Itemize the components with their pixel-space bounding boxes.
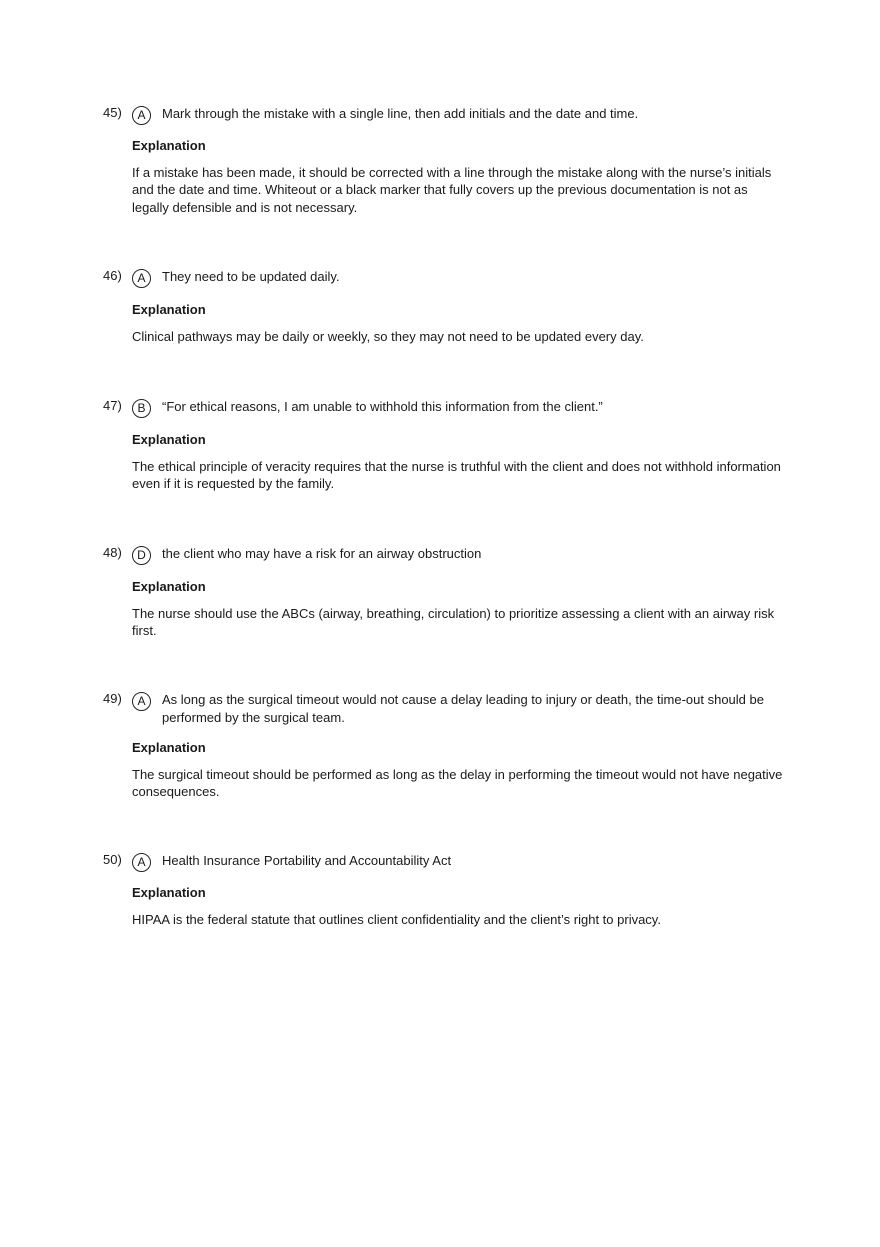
question-row	[103, 852, 783, 874]
question-row	[103, 268, 783, 290]
answer-text: Mark through the mistake with a single line, then add initials and the date and time.	[162, 106, 639, 121]
answer-item-48	[103, 545, 783, 640]
answer-item-45	[103, 105, 783, 216]
answer-text: They need to be updated daily.	[162, 269, 340, 284]
question-row	[103, 105, 783, 127]
explanation-heading: Explanation	[132, 138, 206, 153]
answer-letter-circle: A	[132, 269, 151, 288]
answer-item-47	[103, 398, 783, 493]
question-number: 47)	[103, 398, 122, 413]
answer-letter-circle: A	[132, 106, 151, 125]
explanation-text: The nurse should use the ABCs (airway, breathing, circulation) to prioritize assessing a client with an airway risk first.	[132, 606, 775, 639]
answer-text: As long as the surgical timeout would not cause a delay leading to injury or death, the time-out should be performed by the surgical team.	[162, 692, 764, 725]
question-number: 48)	[103, 545, 122, 560]
question-number: 45)	[103, 105, 122, 120]
explanation-text: Clinical pathways may be daily or weekly, so they may not need to be updated every day.	[132, 329, 644, 344]
explanation-heading: Explanation	[132, 432, 206, 447]
answer-letter-circle: A	[132, 692, 151, 711]
explanation-text: HIPAA is the federal statute that outlines client confidentiality and the client’s right to privacy.	[132, 912, 661, 927]
question-number: 46)	[103, 268, 122, 283]
explanation-text: The ethical principle of veracity requires that the nurse is truthful with the client and does not withhold information even if it is requested by the family.	[132, 459, 781, 492]
question-number: 49)	[103, 691, 122, 706]
question-row	[103, 691, 783, 731]
explanation-heading: Explanation	[132, 740, 206, 755]
explanation-text: The surgical timeout should be performed as long as the delay in performing the timeout would not have negative consequences.	[132, 767, 783, 800]
answer-letter-circle: A	[132, 853, 151, 872]
answer-text: the client who may have a risk for an airway obstruction	[162, 546, 482, 561]
answer-letter-circle: D	[132, 546, 151, 565]
explanation-heading: Explanation	[132, 302, 206, 317]
answer-item-46	[103, 268, 783, 345]
explanation-heading: Explanation	[132, 885, 206, 900]
question-row	[103, 398, 783, 420]
answer-letter-circle: B	[132, 399, 151, 418]
answer-item-49	[103, 691, 783, 801]
explanation-text: If a mistake has been made, it should be corrected with a line through the mistake along with the nurse’s initials and the date and time. Whiteout or a black marker that fully covers up the previous documentation is not as legally defensible and is not necessary.	[132, 165, 772, 215]
answer-item-50	[103, 852, 783, 928]
answer-text: “For ethical reasons, I am unable to withhold this information from the client.”	[162, 399, 603, 414]
explanation-heading: Explanation	[132, 579, 206, 594]
answer-text: Health Insurance Portability and Accountability Act	[162, 853, 452, 868]
question-number: 50)	[103, 852, 122, 867]
question-row	[103, 545, 783, 567]
